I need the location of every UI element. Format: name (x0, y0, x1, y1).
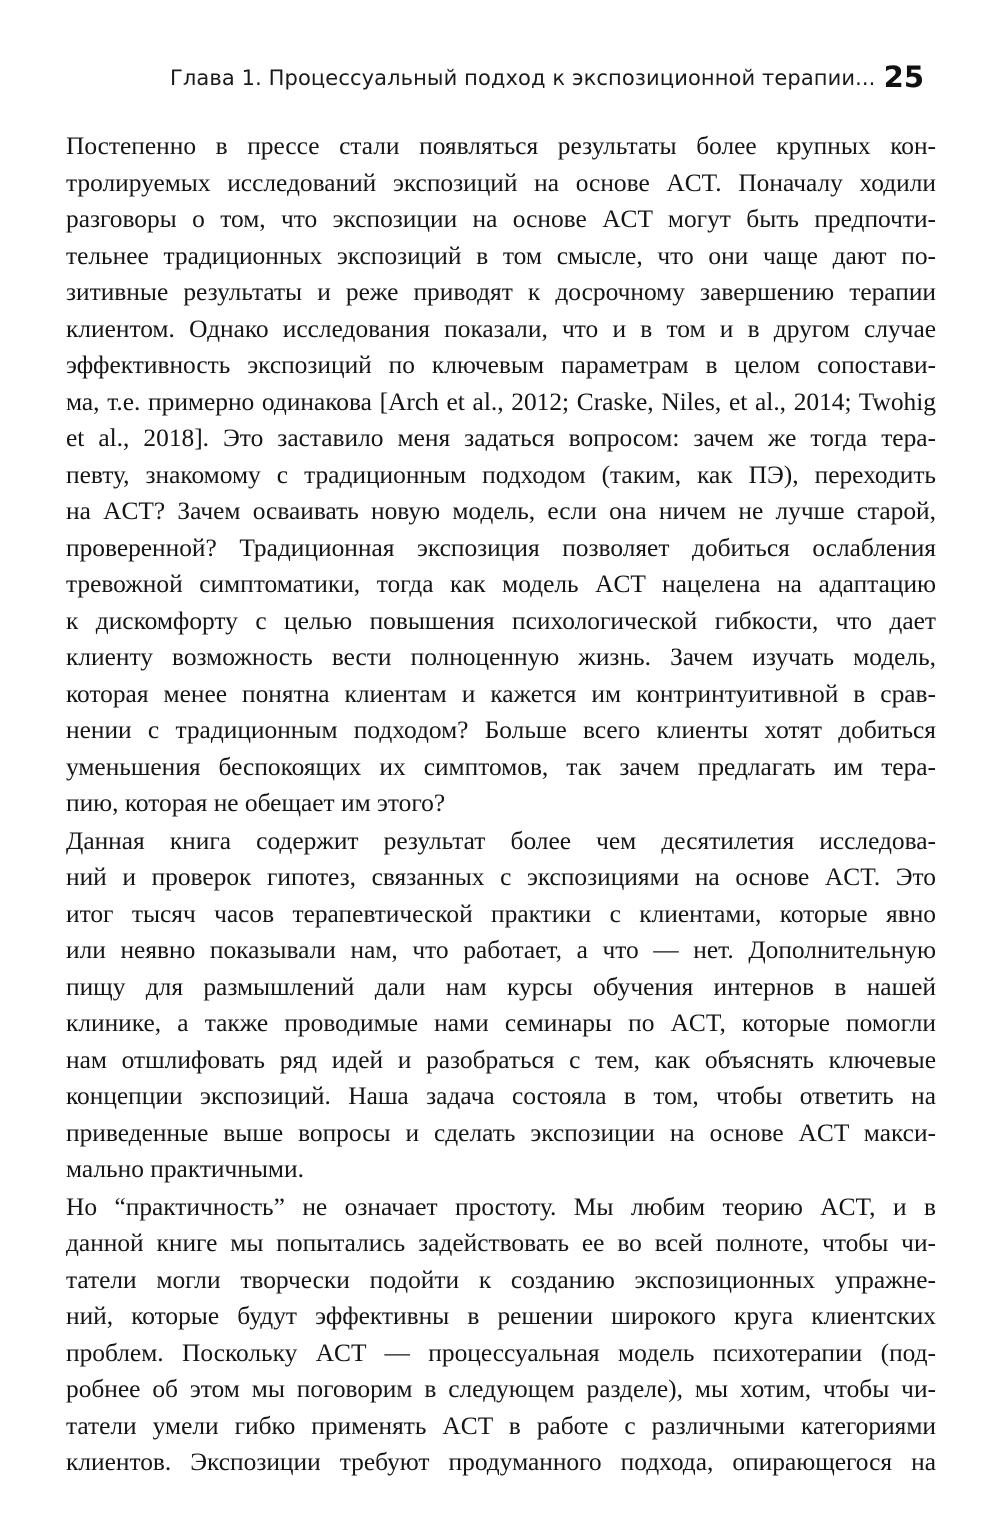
text-line: клиенту возможность вести полноценную жизнь. Зачем изучать модель, (66, 643, 936, 671)
running-title: Глава 1. Процессуальный подход к экспозиционной терапии... (170, 66, 876, 90)
text-line: приведенные выше вопросы и сделать экспозиции на основе ACT макси- (66, 1118, 936, 1147)
text-line: Данная книга содержит результат более чем десятилетия исследова- (66, 826, 936, 855)
text-line: проверенной? Традиционная экспозиция позволяет добиться ослабления (66, 533, 936, 562)
text-line: или неявно показывали нам, что работает, а что — нет. Дополнительную (66, 936, 936, 964)
text-line: зитивные результаты и реже приводят к досрочному завершению терапии (66, 278, 936, 306)
text-line: к дискомфорту с целью повышения психологической гибкости, что дает (66, 606, 936, 635)
text-line: Постепенно в прессе стали появляться результаты более крупных кон- (66, 132, 936, 160)
text-line: разговоры о том, что экспозиции на основе ACT могут быть предпочти- (66, 205, 936, 233)
text-line: пищу для размышлений дали нам курсы обучения интернов в нашей (66, 972, 936, 1001)
text-line: клиентом. Однако исследования показали, что и в том и в другом случае (66, 314, 936, 343)
text-line: тельнее традиционных экспозиций в том смысле, что они чаще дают по- (66, 241, 936, 270)
text-line: мально практичными. (66, 1155, 304, 1183)
text-line: клинике, а также проводимые нами семинары по ACT, которые помогли (66, 1009, 936, 1037)
text-line: певту, знакомому с традиционным подходом (таким, как ПЭ), переходить (66, 460, 936, 489)
text-line: робнее об этом мы поговорим в следующем разделе), мы хотим, чтобы чи- (66, 1375, 936, 1403)
text-line: данной книге мы попытались задействовать ее во всей полноте, чтобы чи- (66, 1229, 936, 1257)
text-line: et al., 2018]. Это заставило меня задаться вопросом: зачем же тогда тера- (66, 424, 936, 452)
body-text (66, 128, 936, 1481)
page-number: 25 (883, 60, 924, 94)
text-line: ма, т.е. примерно одинакова [Arch et al., 2012; Craske, Niles, et al., 2014; Twohig (66, 387, 936, 416)
paragraph-3 (66, 1189, 936, 1481)
text-line: пию, которая не обещает им этого? (66, 789, 446, 817)
text-line: которая менее понятна клиентам и кажется им контринтуитивной в срав- (66, 679, 936, 708)
text-line: ний и проверок гипотез, связанных с экспозициями на основе ACT. Это (66, 863, 936, 891)
text-line: тролируемых исследований экспозиций на основе ACT. Поначалу ходили (66, 168, 936, 197)
text-line: концепции экспозиций. Наша задача состояла в том, чтобы ответить на (66, 1082, 936, 1110)
text-line: тревожной симптоматики, тогда как модель ACT нацелена на адаптацию (66, 570, 936, 598)
text-line: на ACT? Зачем осваивать новую модель, если она ничем не лучше старой, (66, 497, 936, 525)
text-line: нам отшлифовать ряд идей и разобраться с тем, как объяснять ключевые (66, 1045, 936, 1074)
paragraph-2 (66, 823, 936, 1188)
text-line: клиентов. Экспозиции требуют продуманного подхода, опирающегося на (66, 1448, 936, 1476)
text-line: итог тысяч часов терапевтической практики с клиентами, которые явно (66, 899, 936, 928)
text-line: уменьшения беспокоящих их симптомов, так зачем предлагать им тера- (66, 752, 936, 781)
text-line: татели могли творчески подойти к созданию экспозиционных упражне- (66, 1265, 936, 1294)
text-line: Но “практичность” не означает простоту. Мы любим теорию ACT, и в (66, 1192, 936, 1221)
text-line: ний, которые будут эффективны в решении широкого круга клиентских (66, 1302, 936, 1330)
text-line: эффективность экспозиций по ключевым параметрам в целом сопостави- (66, 351, 936, 379)
text-line: проблем. Поскольку ACT — процессуальная модель психотерапии (под- (66, 1338, 936, 1367)
running-head (170, 62, 930, 102)
paragraph-1 (66, 128, 936, 822)
text-line: нении с традиционным подходом? Больше всего клиенты хотят добиться (66, 716, 936, 744)
text-line: татели умели гибко применять ACT в работе с различными категориями (66, 1411, 936, 1440)
